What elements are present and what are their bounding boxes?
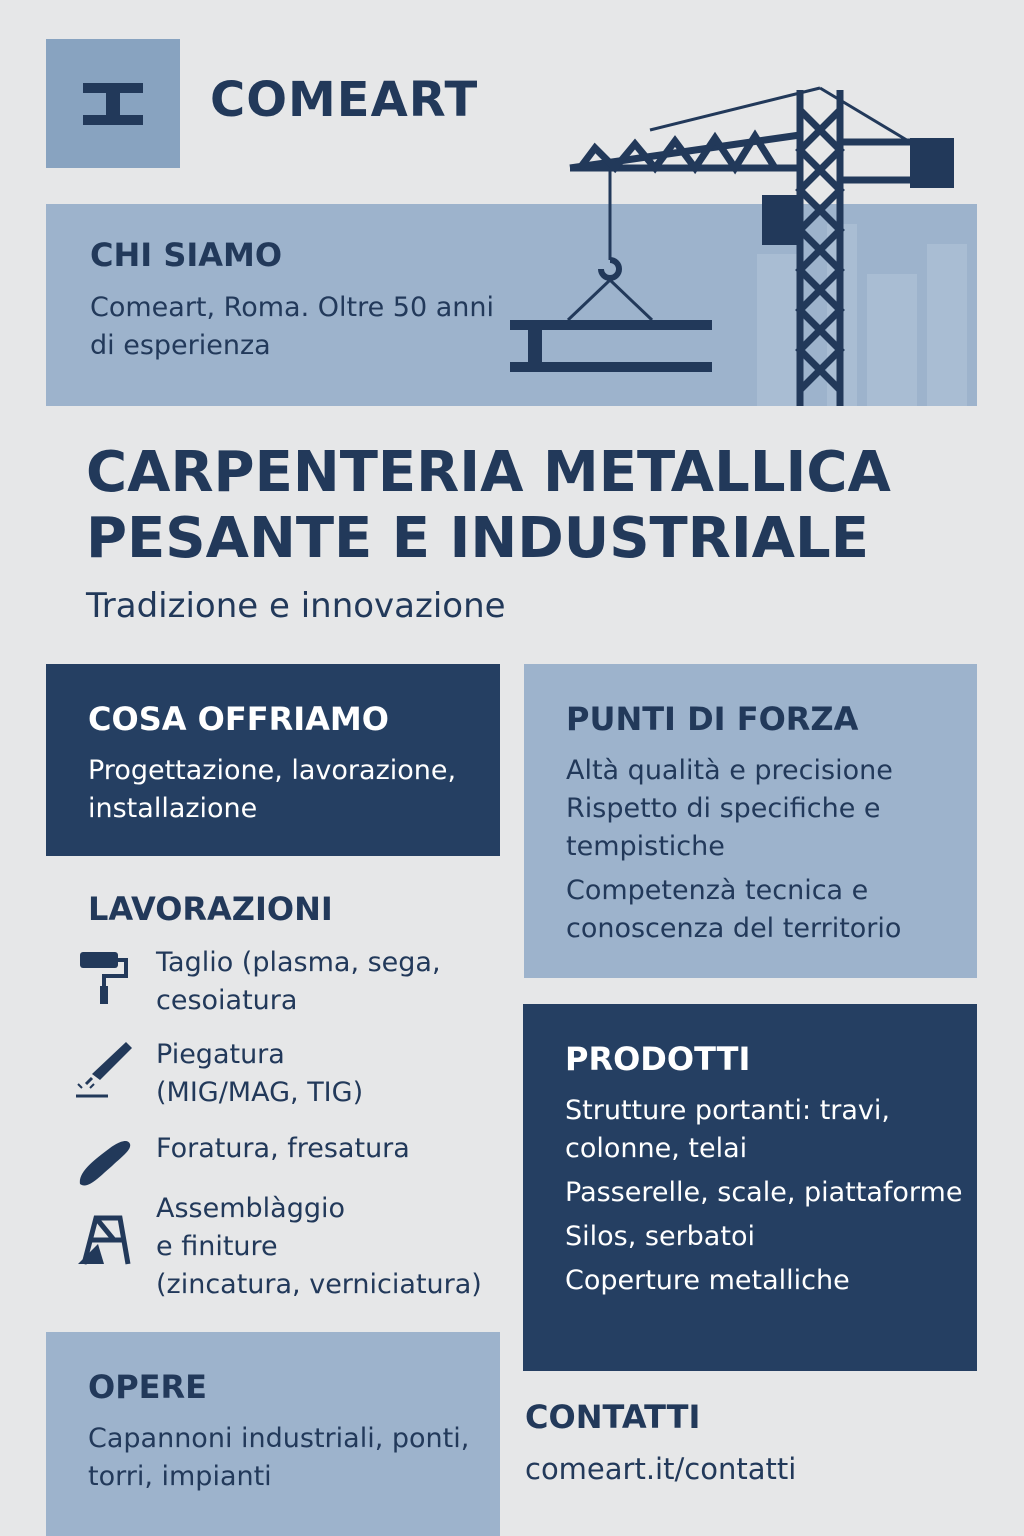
chi-siamo-title: CHI SIAMO (90, 236, 283, 274)
opere-box (46, 1332, 500, 1536)
chi-siamo-text: Comeart, Roma. Oltre 50 anni di esperienza (90, 292, 495, 361)
punti-di-forza-list (566, 752, 967, 948)
lavorazioni-line: Taglio (plasma, sega, (156, 947, 441, 978)
welding-torch-icon (74, 1038, 134, 1098)
lavorazioni-line: Assemblàggio (156, 1193, 345, 1224)
cosa-offriamo-box (46, 664, 500, 856)
punti-item: Altà qualità e precisione (566, 755, 893, 786)
lavorazioni-item (74, 1130, 504, 1190)
main-title-line2: PESANTE E INDUSTRIALE (86, 506, 869, 571)
assembly-frame-icon (74, 1208, 134, 1268)
logo-box (46, 39, 180, 168)
opere-title: OPERE (88, 1368, 208, 1406)
contatti-link[interactable]: comeart.it/contatti (525, 1452, 797, 1486)
punti-item: Competenzà tecnica e conoscenza del territorio (566, 875, 902, 944)
prodotti-list (565, 1092, 967, 1300)
contatti-title: CONTATTI (525, 1398, 701, 1436)
cosa-offriamo-text: Progettazione, lavorazione, installazione (88, 755, 457, 824)
lavorazioni-item (74, 944, 504, 1024)
paint-roller-icon (74, 946, 134, 1006)
lavorazioni-item (74, 1190, 504, 1308)
main-title (86, 440, 986, 572)
punti-item: Rispetto di specifiche e tempistiche (566, 793, 881, 862)
lavorazioni-item (74, 1036, 504, 1116)
lavorazioni-label (156, 1130, 410, 1168)
subtitle: Tradizione e innovazione (86, 586, 506, 626)
crane-icon (500, 80, 960, 410)
punti-di-forza-box (524, 664, 977, 978)
lavorazioni-line: e finiture (156, 1231, 278, 1262)
lavorazioni-line: (MIG/MAG, TIG) (156, 1077, 364, 1108)
lavorazioni-title: LAVORAZIONI (88, 890, 333, 928)
opere-text: Capannoni industriali, ponti, torri, impianti (88, 1423, 470, 1492)
prodotti-item: Silos, serbatoi (565, 1221, 755, 1252)
lavorazioni-label (156, 1190, 482, 1304)
lavorazioni-line: Foratura, fresatura (156, 1133, 410, 1164)
cosa-offriamo-title: COSA OFFRIAMO (88, 700, 389, 738)
prodotti-box (523, 1004, 977, 1371)
prodotti-title: PRODOTTI (565, 1040, 751, 1078)
i-beam-icon (46, 39, 180, 168)
prodotti-item: Strutture portanti: travi, colonne, telai (565, 1095, 890, 1164)
lavorazioni-line: (zincatura, verniciatura) (156, 1269, 482, 1300)
brand-name: COMEART (210, 72, 479, 128)
lavorazioni-label (156, 944, 441, 1020)
main-title-line1: CARPENTERIA METALLICA (86, 440, 891, 505)
lavorazioni-line: Piegatura (156, 1039, 285, 1070)
drill-icon (74, 1132, 134, 1192)
prodotti-item: Coperture metalliche (565, 1265, 850, 1296)
lavorazioni-line: cesoiatura (156, 985, 298, 1016)
punti-di-forza-title: PUNTI DI FORZA (566, 700, 859, 738)
lavorazioni-label (156, 1036, 363, 1112)
prodotti-item: Passerelle, scale, piattaforme (565, 1177, 963, 1208)
